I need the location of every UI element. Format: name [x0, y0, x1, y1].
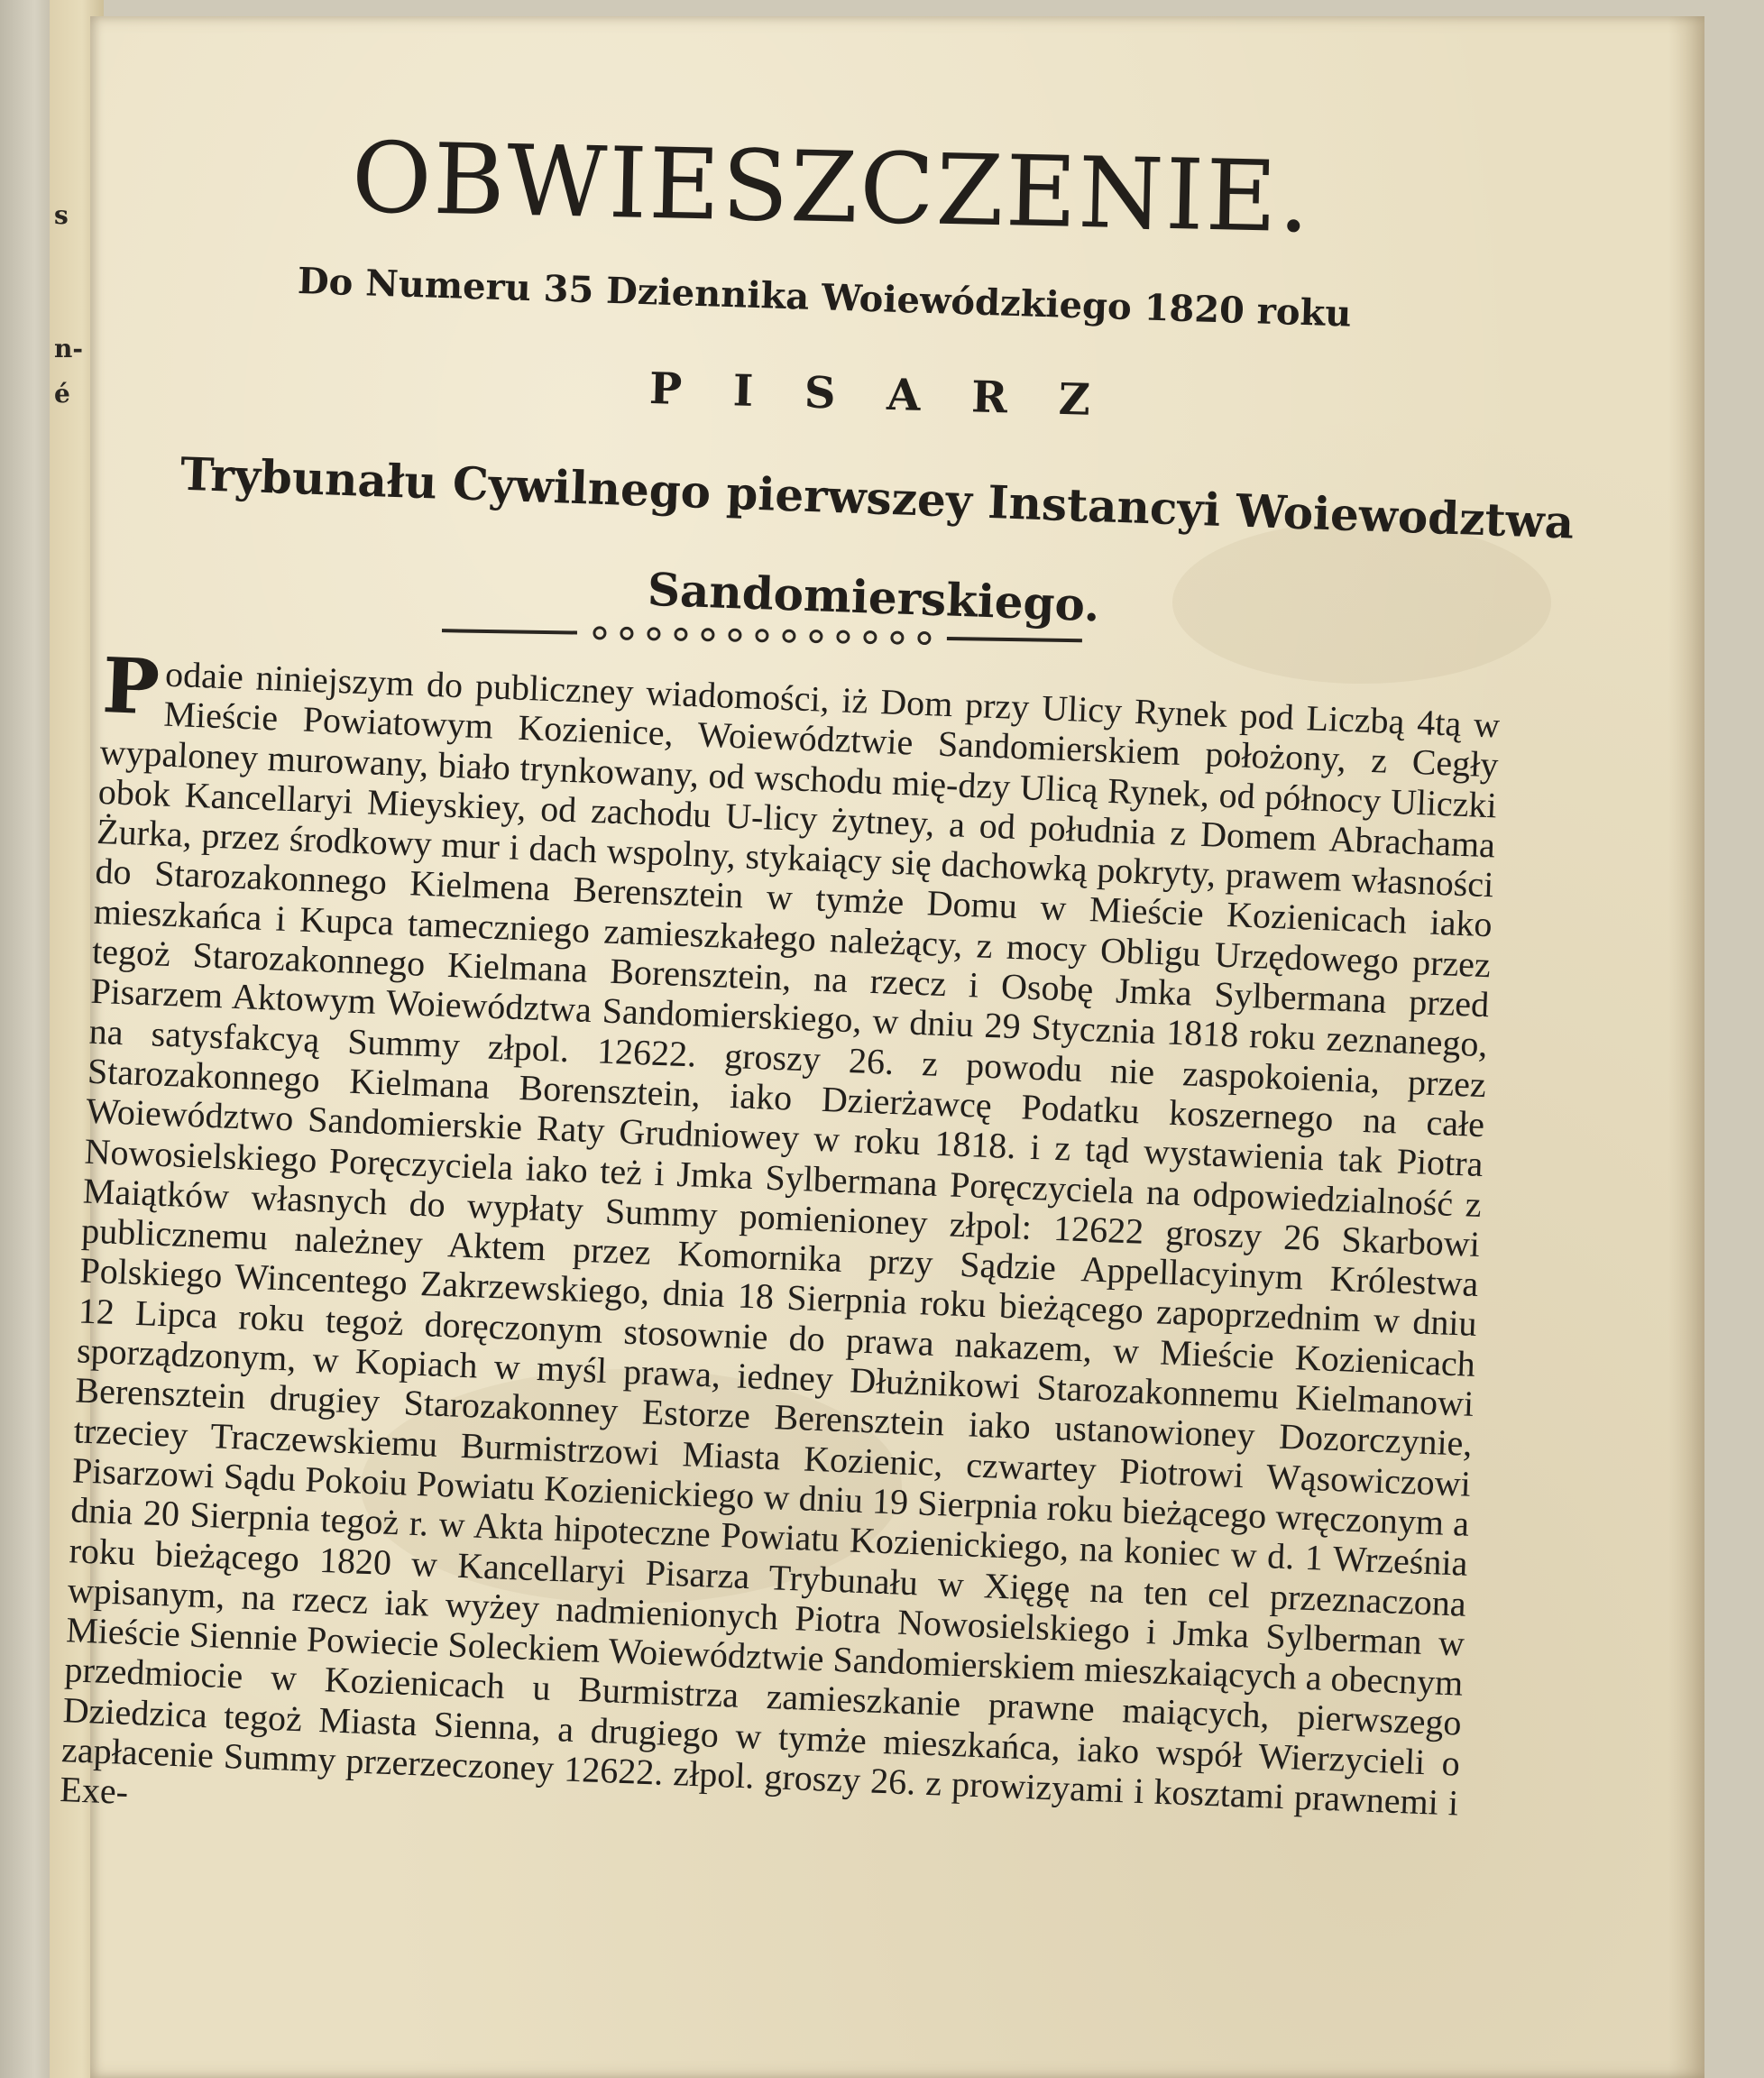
office-heading: P I S A R Z: [648, 363, 1109, 427]
margin-glyph: n-: [54, 334, 83, 363]
body-paragraph: [59, 640, 1501, 1863]
margin-glyph: s: [54, 200, 69, 230]
drop-cap: P: [100, 640, 161, 732]
document-title: OBWIESZCZENIE.: [350, 122, 1313, 255]
margin-glyph: é: [54, 379, 70, 409]
page-shadow: [1668, 16, 1704, 2078]
tribunal-heading: Trybunału Cywilnego pierwszey Instancyi Woiewodztwa Sandomierskiego.: [179, 446, 1576, 632]
body-content: odaie niniejszym do publiczney wiadomości, iż Dom przy Ulicy Rynek pod Liczbą 4tą w Mieście Powiatowym Kozienice, Woiewództwie Sandomierskiem położony, z Cegły wypaloney murowany, biało trynkowany, od wschodu mię-dzy Ulicą Rynek, od północy Uliczki obok Kancellaryi Mieyskiey, od zachodu U-licy żytney, a od południa z Domem Abrachama Żurka, przez środkowy mur i dach wspolny, stykaiący się dachowką pokryty, prawem własności do Starozakonnego Kielmena Berensztein w tymże Domu w Mieście Kozienicach iako mieszkańca i Kupca tameczniego zamieszkałego należący, z mocy Obligu Urzędowego przez tegoż Starozakonnego Kielmana Borensztein, na rzecz i Osobę Jmka Sylbermana przed Pisarzem Aktowym Woiewództwa Sandomierskiego, w dniu 29 Stycznia 1818 roku zeznanego, na satysfakcyą Summy złpol. 12622. groszy 26. z powodu nie zaspokoienia, przez Starozakonnego Kielmana Borensztein, iako Dzierżawcę Podatku koszernego na całe Woiewództwo Sandomierskie Raty Grudniowey w roku 1818. i z tąd wystawienia tak Piotra Nowosielskiego Poręczyciela iako też i Jmka Sylbermana Poręczyciela na odpowiedzialność z Maiątków własnych do wypłaty Summy pomienioney złpol: 12622 groszy 26 Skarbowi publicznemu należney Aktem przez Komornika przy Sądzie Appellacyinym Królestwa Polskiego Wincentego Zakrzewskiego, dnia 18 Sierpnia roku bieżącego zapoprzednim w dniu 12 Lipca roku tegoż doręczonym stosownie do prawa nakazem, w Mieście Kozienicach sporządzonym, w Kopiach w myśl prawa, iedney Dłużnikowi Starozakonnemu Kielmanowi Berensztein drugiey Starozakonney Estorze Berensztein iako ustanowioney Dozorczynie, trzeciey Traczewskiemu Burmistrzowi Miasta Kozienic, czwartey Piotrowi Wąsowiczowi Pisarzowi Sądu Pokoiu Powiatu Kozienickiego w dniu 19 Sierpnia roku bieżącego wręczonym a dnia 20 Sierpnia tegoż r. w Akta hipoteczne Powiatu Kozienickiego, na koniec w d. 1 Września roku bieżącego 1820 w Kancellaryi Pisarza Trybunału w Xięgę na ten cel przeznaczona wpisanym, na rzecz iak wyżey nadmienionych Piotra Nowosielskiego i Jmka Sylberman w Mieście Siennie Powiecie Soleckiem Woiewództwie Sandomierskiem mieszkaiących a obecnym przedmiocie w Kozienicach u Burmistrza zamieszkanie prawne maiących, pierwszego Dziedzica tegoż Miasta Sienna, a drugiego w tymże mieszkańca, iako współ Wierzycieli o zapłacenie Summy przerzeczoney 12622. złpol. groszy 26. z prowizyami i kosztami prawnemi i Exe-: [59, 653, 1501, 1824]
document-page: [59, 16, 1704, 2078]
body-text: [59, 640, 1501, 1863]
document-subtitle: Do Numeru 35 Dziennika Woiewódzkiego 1820 roku: [297, 260, 1353, 336]
